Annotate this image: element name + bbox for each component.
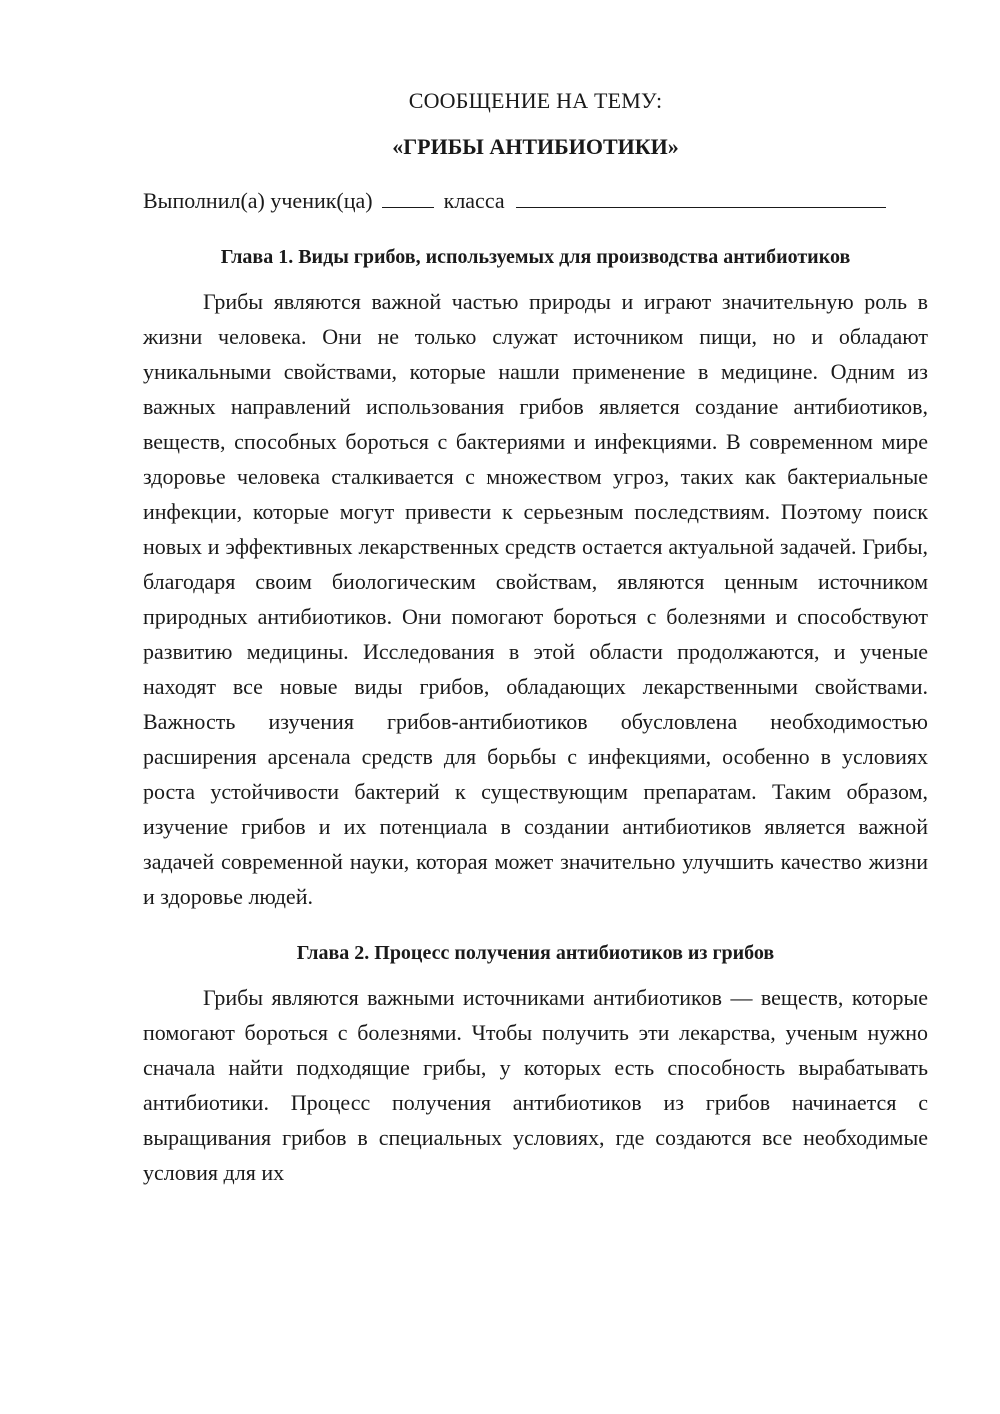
- chapter-1-heading: Глава 1. Виды грибов, используемых для производства антибиотиков: [220, 246, 851, 268]
- author-prefix: Выполнил(а) ученик(ца): [143, 188, 373, 213]
- author-line: [143, 188, 928, 214]
- chapter-2-heading: Глава 2. Процесс получения антибиотиков из грибов: [296, 942, 775, 964]
- document-title-top: СООБЩЕНИЕ НА ТЕМУ:: [408, 88, 663, 113]
- student-name-blank: [516, 189, 886, 208]
- chapter-2-paragraph: Грибы являются важными источниками антибиотиков — веществ, которые помогают бороться с болезнями. Чтобы получить эти лекарства, ученым нужно сначала найти подходящие грибы, у которых есть способность вырабатывать антибиотики. Процесс получения антибиотиков из грибов начинается с выращивания грибов в специальных условиях, где создаются все необходимые условия для их: [143, 985, 928, 1185]
- document-page: [143, 88, 928, 1190]
- class-word: класса: [443, 188, 505, 213]
- chapter-1-paragraph: Грибы являются важной частью природы и играют значительную роль в жизни человека. Они не только служат источником пищи, но и обладают уникальными свойствами, которые нашли применение в медицине. Одним из важных направлений использования грибов является создание антибиотиков, веществ, способных бороться с бактериями и инфекциями. В современном мире здоровье человека сталкивается с множеством угроз, таких как бактериальные инфекции, которые могут привести к серьезным последствиям. Поэтому поиск новых и эффективных лекарственных средств остается актуальной задачей. Грибы, благодаря своим биологическим свойствам, являются ценным источником природных антибиотиков. Они помогают бороться с болезнями и способствуют развитию медицины. Исследования в этой области продолжаются, и ученые находят все новые виды грибов, обладающих лекарственными свойствами. Важность изучения грибов-антибиотиков обусловлена необходимостью расширения арсенала средств для борьбы с инфекциями, особенно в условиях роста устойчивости бактерий к существующим препаратам. Таким образом, изучение грибов и их потенциала в создании антибиотиков является важной задачей современной науки, которая может значительно улучшить качество жизни и здоровье людей.: [143, 289, 928, 909]
- class-number-blank: [382, 189, 434, 208]
- document-title: «ГРИБЫ АНТИБИОТИКИ»: [392, 134, 679, 159]
